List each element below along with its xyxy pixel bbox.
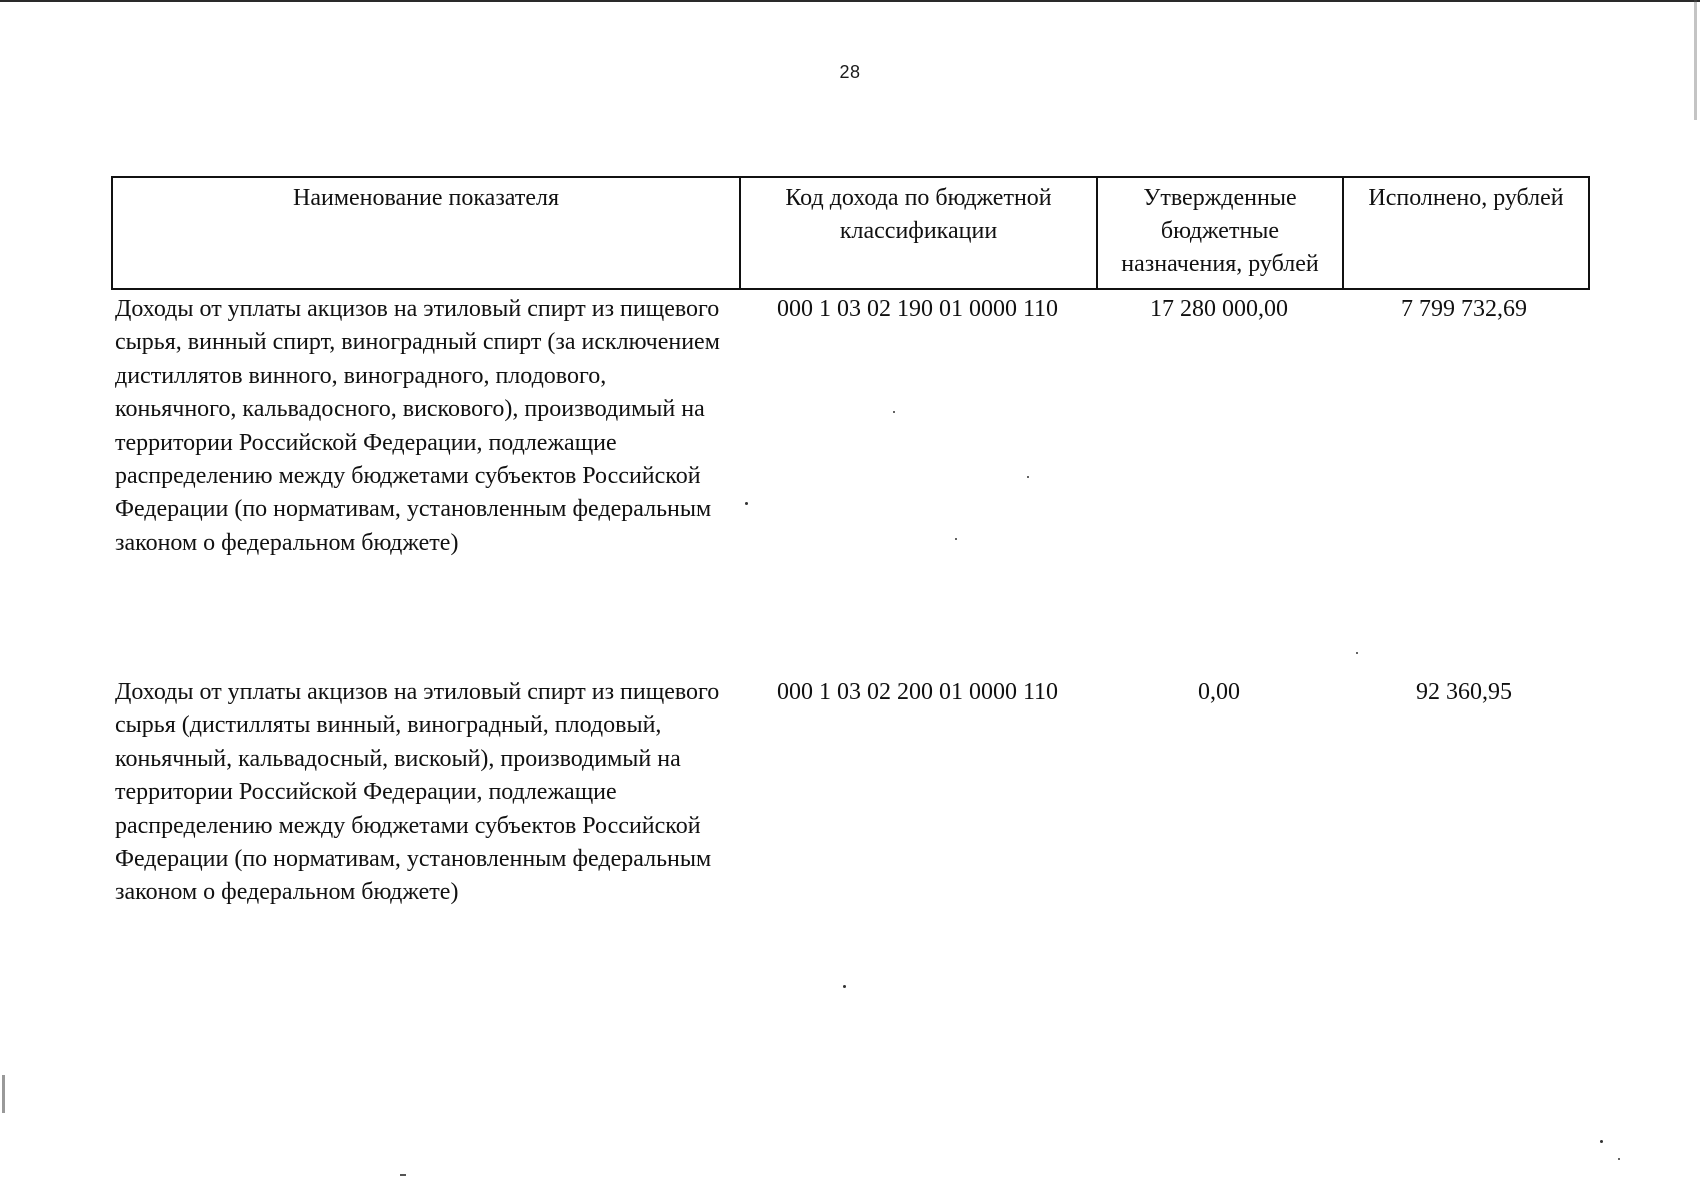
header-income-code: Код дохода по бюджетной классификации: [741, 178, 1098, 288]
scan-speck: [1618, 1158, 1620, 1160]
scan-speck: [1027, 476, 1029, 478]
header-indicator-name: Наименование показателя: [113, 178, 741, 288]
page-number: 28: [839, 62, 861, 82]
table-row: [111, 676, 1590, 910]
scan-speck: [1356, 652, 1358, 654]
scan-speck: [843, 985, 846, 988]
top-border-line: [0, 0, 1700, 2]
scan-speck: [1600, 1140, 1603, 1143]
row-executed-amount: 92 360,95: [1416, 679, 1512, 705]
scan-edge-mark: [1694, 0, 1697, 120]
header-executed-amount: Исполнено, рублей: [1368, 185, 1564, 211]
row-approved-amount: 17 280 000,00: [1150, 296, 1288, 322]
row-income-code: 000 1 03 02 200 01 0000 110: [776, 679, 1059, 705]
scan-edge-mark: [400, 1174, 406, 1176]
scan-speck: [893, 411, 895, 413]
scan-speck: [955, 538, 957, 540]
scan-speck: [745, 502, 748, 505]
table-row: [111, 293, 1590, 560]
row-indicator-name: Доходы от уплаты акцизов на этиловый спирт из пищевого сырья, винный спирт, виноградный спирт (за исключением дистиллятов винного, виноградного, плодового, коньячного, кальвадосного, вискового), производимый на территории Российской Федерации, подлежащие распределению между бюджетами субъектов Российской Федерации (по нормативам, установленным федеральным законом о федеральном бюджете): [115, 296, 720, 556]
header-approved-amount: Утвержденные бюджетные назначения, рублей: [1098, 178, 1344, 288]
row-approved-amount: 0,00: [1198, 679, 1240, 705]
table-header: [111, 176, 1590, 290]
row-indicator-name: Доходы от уплаты акцизов на этиловый спирт из пищевого сырья (дистилляты винный, виноградный, плодовый, коньячный, кальвадосный, вискоый), производимый на территории Российской Федерации, подлежащие распределению между бюджетами субъектов Российской Федерации (по нормативам, установленным федеральным законом о федеральном бюджете): [115, 679, 720, 906]
row-income-code: 000 1 03 02 190 01 0000 110: [776, 296, 1059, 322]
scan-edge-mark: [2, 1075, 5, 1113]
row-executed-amount: 7 799 732,69: [1401, 296, 1527, 322]
